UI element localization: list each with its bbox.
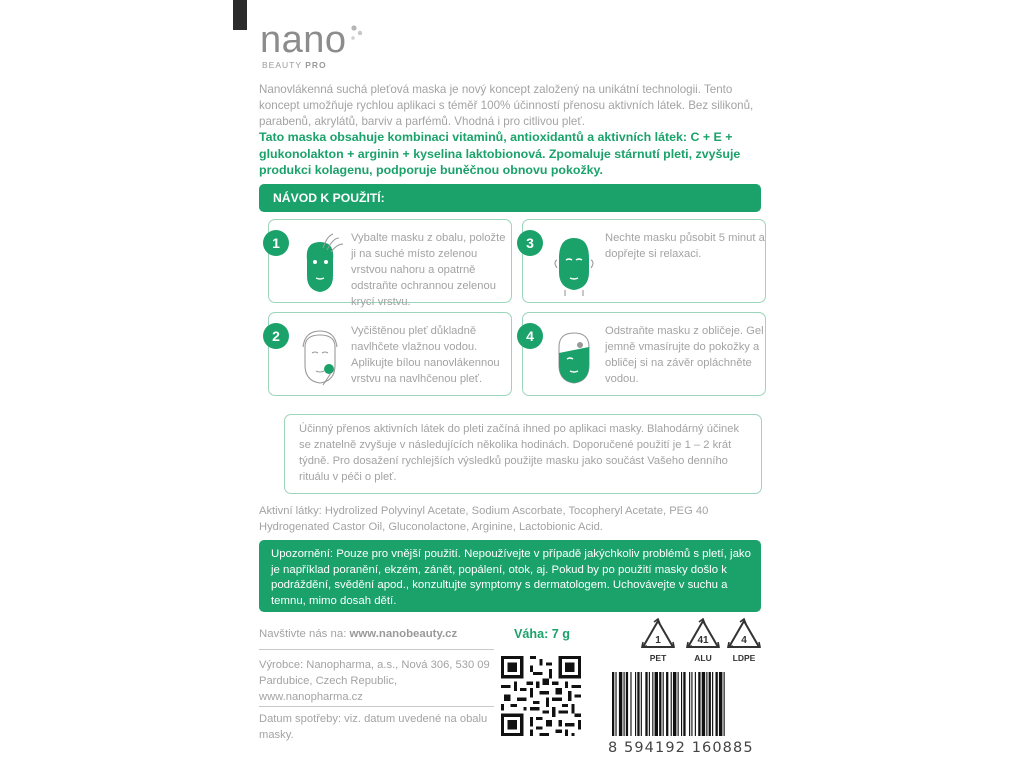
brand-subtitle — [262, 60, 347, 70]
barcode-bar — [652, 672, 653, 736]
barcode-bar — [678, 672, 679, 736]
barcode-bar — [649, 672, 650, 736]
barcode-bar — [716, 672, 718, 736]
barcode-bar — [635, 672, 636, 736]
barcode-bar — [666, 672, 668, 736]
face-wet-icon — [293, 325, 347, 389]
weight-label: Váha: 7 g — [514, 627, 570, 641]
instructions-header — [259, 184, 761, 212]
highlight-text: Tato maska obsahuje kombinaci vitaminů, antioxidantů a aktivních látek: C + E + glukonolakton + arginin + kyselina laktobionová. Zpomaluje stárnutí pleti, zvyšuje produkci kolagenu, podporuje buněčnou obnovu pokožky. — [259, 130, 741, 177]
warning-text: Upozornění: Pouze pro vnější použití. Nepoužívejte v případě jakýchkoliv problémů s pletí, jako je například poranění, ekzém, zánět, popálení, otok, aj. Pokud by po použití masky došlo k podráždění, svědění apod., konzultujte symptomy s dermatologem. Uchovávejte v suchu a temnu, mimo dosah dětí. — [271, 548, 751, 607]
website-line — [259, 628, 457, 640]
barcode-bar — [615, 672, 616, 736]
ingredients-text: Aktivní látky: Hydrolized Polyvinyl Acetate, Sodium Ascorbate, Tocopheryl Acetate, PEG 40 Hydrogenated Castor Oil, Gluconolactone, Arginine, Lactobionic Acid. — [259, 505, 709, 533]
warning-box — [259, 540, 761, 612]
barcode-bar — [706, 672, 707, 736]
mask-hand-icon — [293, 232, 347, 296]
logo-dots-icon — [348, 24, 364, 46]
step-text: Odstraňte masku z obličeje. Gel jemně vmasírujte do pokožky a obličej si na závěr opláchněte vodou. — [605, 325, 764, 385]
info-box — [284, 414, 762, 494]
recycling-mark-ldpe — [724, 618, 764, 663]
barcode-bar — [698, 672, 700, 736]
manufacturer-text: Výrobce: Nanopharma, a.s., Nová 306, 530 09 Pardubice, Czech Republic, www.nanopharma.cz — [259, 659, 490, 703]
barcode-bar — [659, 672, 661, 736]
barcode-bar — [671, 672, 672, 736]
barcode-bar — [681, 672, 682, 736]
barcode-bar — [709, 672, 711, 736]
recycle-code: 4 — [741, 635, 747, 646]
barcode-bar — [626, 672, 628, 736]
barcode-bar — [719, 672, 722, 736]
step-number: 3 — [517, 230, 543, 256]
divider — [259, 706, 494, 707]
barcode-bar — [673, 672, 676, 736]
recycle-label: ALU — [694, 653, 712, 663]
recycle-label: LDPE — [732, 653, 756, 663]
brand-sub-light: BEAUTY — [262, 60, 302, 70]
barcode-bar — [689, 672, 690, 736]
barcode-bar — [630, 672, 631, 736]
barcode-bar — [655, 672, 658, 736]
barcode-number: 8 594192 160885 — [608, 740, 754, 756]
package-edge — [233, 0, 247, 30]
barcode-bar — [702, 672, 705, 736]
visit-label: Navštivte nás na: — [259, 628, 347, 640]
barcode-bar — [712, 672, 713, 736]
recycle-triangle-icon — [726, 618, 762, 650]
step-number: 4 — [517, 323, 543, 349]
instructions-title: NÁVOD K POUŽITÍ: — [273, 191, 385, 205]
brand-sub-bold: PRO — [305, 60, 327, 70]
step-text: Nechte masku působit 5 minut a dopřejte si relaxaci. — [605, 232, 765, 260]
step-card-4 — [522, 312, 766, 396]
recycling-mark-pet — [638, 618, 678, 663]
barcode-bar — [612, 672, 614, 736]
barcode-bar — [641, 672, 642, 736]
step-card-1 — [268, 219, 512, 308]
barcode — [612, 672, 764, 736]
step-text: Vyčištěnou pleť důkladně navlhčete vlažnou vodou. Aplikujte bílou nanovlákennou vrstvu na navlhčenou pleť. — [351, 325, 500, 385]
recycle-triangle-icon — [640, 618, 676, 650]
qr-code[interactable] — [501, 656, 581, 736]
website-link[interactable]: www.nanobeauty.cz — [349, 628, 458, 640]
recycle-code: 41 — [697, 635, 709, 646]
step-number: 2 — [263, 323, 289, 349]
step-card-3 — [522, 219, 766, 303]
recycle-triangle-icon — [685, 618, 721, 650]
expiry-text: Datum spotřeby: viz. datum uvedené na obalu masky. — [259, 713, 488, 741]
face-peel-icon — [547, 325, 601, 389]
brand-logo — [260, 20, 347, 70]
barcode-bar — [645, 672, 647, 736]
barcode-bar — [695, 672, 696, 736]
step-card-2 — [268, 312, 512, 396]
barcode-bar — [624, 672, 625, 736]
barcode-bar — [637, 672, 639, 736]
recycling-mark-alu — [683, 618, 723, 663]
intro-text: Nanovlákenná suchá pleťová maska je nový koncept založený na unikátní technologii. Tento koncept umožňuje rychlou aplikaci s téměř 100% účinností přenosu aktivních látek. Bez silikonů, parabenů, akrylátů, barviv a parfémů. Vhodná i pro citlivou pleť. — [259, 83, 754, 128]
step-text: Vybalte masku z obalu, položte ji na suché místo zelenou vrstvou nahoru a opatrně odstraňte ochrannou zelenou krycí vrstvu. — [351, 232, 506, 308]
barcode-bar — [724, 672, 725, 736]
barcode-bar — [691, 672, 692, 736]
face-mask-icon — [547, 232, 601, 296]
step-number: 1 — [263, 230, 289, 256]
barcode-bar — [683, 672, 685, 736]
barcode-bar — [663, 672, 664, 736]
recycle-label: PET — [649, 653, 667, 663]
recycle-code: 1 — [655, 635, 661, 646]
barcode-bar — [619, 672, 622, 736]
info-text: Účinný přenos aktivních látek do pleti začíná ihned po aplikaci masky. Blahodárný účinek se znatelně zvyšuje v následujících několika hodinách. Doporučené použití je 1 – 2 krát týdně. Pro dosažení rychlejších výsledků použijte masku jako součást Vašeho denního rituálu v péči o pleť. — [299, 423, 740, 483]
brand-name: nano — [260, 19, 347, 61]
divider — [259, 649, 494, 650]
